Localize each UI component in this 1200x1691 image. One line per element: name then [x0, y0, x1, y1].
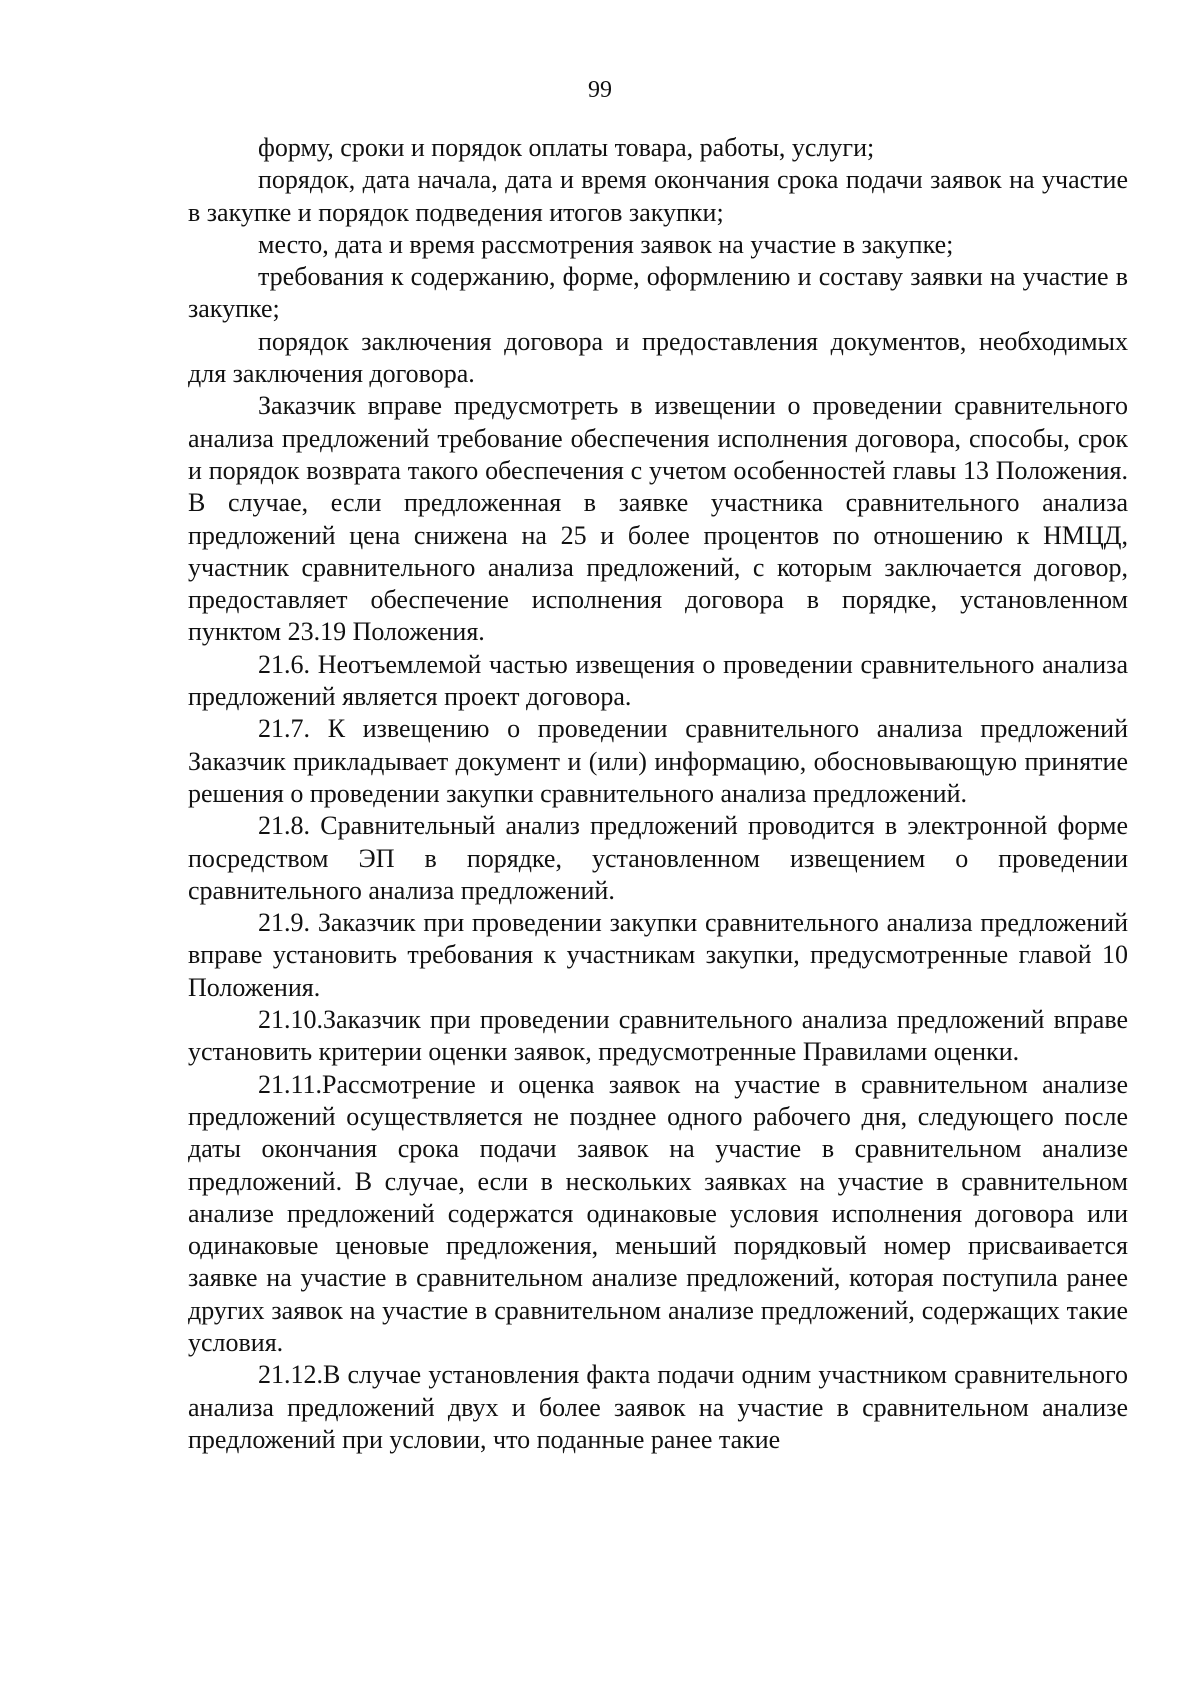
- paragraph-application-requirements: требования к содержанию, форме, оформлению и составу заявки на участие в закупке;: [188, 262, 1128, 324]
- paragraph-21-11: 21.11.Рассмотрение и оценка заявок на участие в сравнительном анализе предложений осуществляется не позднее одного рабочего дня, следующего после даты окончания срока подачи заявок на участие в сравнительном анализе предложений. В случае, если в нескольких заявках на участие в сравнительном анализе предложений содержатся одинаковые условия исполнения договора или одинаковые ценовые предложения, меньший порядковый номер присваивается заявке на участие в сравнительном анализе предложений, которая поступила ранее других заявок на участие в сравнительном анализе предложений, содержащих такие условия.: [188, 1069, 1128, 1357]
- paragraph-21-12: 21.12.В случае установления факта подачи одним участником сравнительного анализа предложений двух и более заявок на участие в сравнительном анализе предложений при условии, что поданные ранее такие: [188, 1360, 1128, 1454]
- paragraph-payment-terms: форму, сроки и порядок оплаты товара, работы, услуги;: [258, 133, 875, 162]
- paragraph-review-place: место, дата и время рассмотрения заявок на участие в закупке;: [258, 229, 954, 259]
- paragraph-21-9: 21.9. Заказчик при проведении закупки сравнительного анализа предложений вправе установить требования к участникам закупки, предусмотренные главой 10 Положения.: [188, 908, 1128, 1002]
- paragraph-application-deadline: порядок, дата начала, дата и время окончания срока подачи заявок на участие в закупке и порядок подведения итогов закупки;: [188, 165, 1128, 227]
- paragraph-21-6: 21.6. Неотъемлемой частью извещения о проведении сравнительного анализа предложений является проект договора.: [188, 649, 1128, 712]
- paragraph-21-8: 21.8. Сравнительный анализ предложений проводится в электронной форме посредством ЭП в порядке, установленном извещением о проведении сравнительного анализа предложений.: [188, 811, 1128, 905]
- page-number: 99: [588, 77, 612, 103]
- paragraph-contract-security: Заказчик вправе предусмотреть в извещении о проведении сравнительного анализа предложений требование обеспечения исполнения договора, способы, срок и порядок возврата такого обеспечения с учетом особенностей главы 13 Положения. В случае, если предложенная в заявке участника сравнительного анализа предложений цена снижена на 25 и более процентов по отношению к НМЦД, участник сравнительного анализа предложений, с которым заключается договор, предоставляет обеспечение исполнения договора в порядке, установленном пунктом 23.19 Положения.: [188, 391, 1128, 647]
- paragraph-21-7: 21.7. К извещению о проведении сравнительного анализа предложений Заказчик прикладывает документ и (или) информацию, обосновывающую принятие решения о проведении закупки сравнительного анализа предложений.: [188, 714, 1128, 808]
- document-body: [188, 132, 1128, 1456]
- paragraph-contract-procedure: порядок заключения договора и предоставления документов, необходимых для заключения договора.: [188, 326, 1128, 389]
- paragraph-21-10: 21.10.Заказчик при проведении сравнительного анализа предложений вправе установить критерии оценки заявок, предусмотренные Правилами оценки.: [188, 1005, 1128, 1067]
